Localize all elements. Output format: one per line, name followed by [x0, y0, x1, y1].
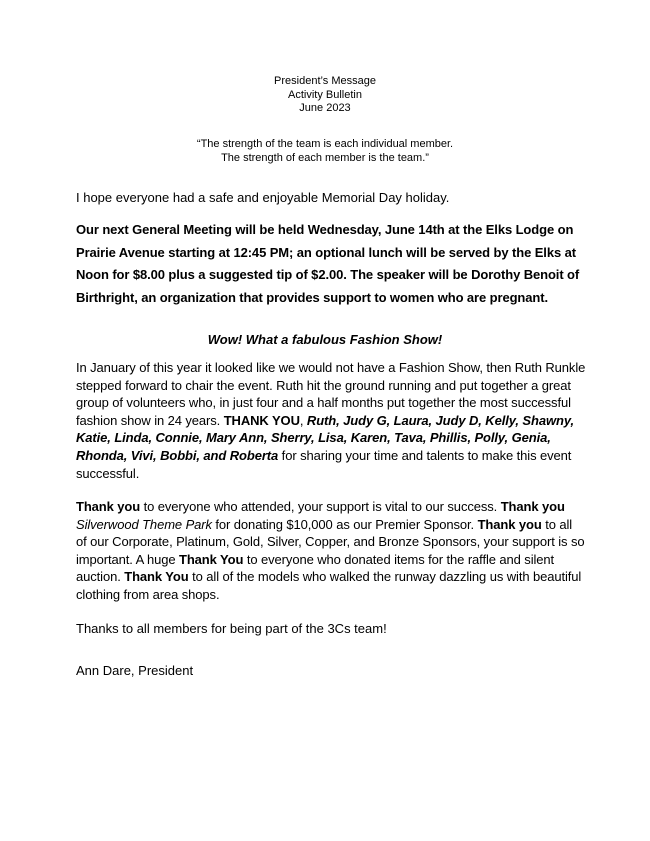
closing-paragraph: Thanks to all members for being part of the 3Cs team! [76, 621, 387, 636]
thanks-text: for donating $10,000 as our Premier Sponsor. [211, 516, 478, 532]
thanks-text: to everyone who attended, your support is vital to our success. [140, 499, 501, 514]
thanks-text: to everyone who donated items for the raffle and silent auction. [76, 551, 555, 585]
thank-you-emphasis: Thank you [500, 499, 565, 514]
thank-you-emphasis: Thank you [477, 516, 542, 532]
thank-you-emphasis: THANK YOU [223, 412, 300, 428]
thank-you-emphasis: Thank You [124, 569, 189, 585]
header-title: President’s Message [274, 75, 376, 87]
thanks-text: to all of our Corporate, Platinum, Gold, Silver, Copper, and Bronze Sponsors, your support is so important. A huge [76, 516, 585, 567]
fashion-show-paragraph [76, 359, 586, 482]
greeting-paragraph: I hope everyone had a safe and enjoyable Memorial Day holiday. [76, 190, 450, 205]
thank-you-emphasis: Thank you [76, 499, 141, 514]
separator-text: , [299, 412, 307, 428]
thank-you-emphasis: Thank You [179, 551, 244, 567]
quote-line-2: The strength of each member is the team.” [221, 151, 429, 164]
team-quote [0, 138, 650, 165]
volunteer-names: Ruth, Judy G, Laura, Judy D, Kelly, Shawny, Katie, Linda, Connie, Mary Ann, Sherry, Lisa, Karen, Tava, Phillis, Polly, Genia, Rhonda, Vivi, Bobbi, and Roberta [76, 412, 574, 463]
fashion-show-heading: Wow! What a fabulous Fashion Show! [207, 332, 443, 347]
thanks-text: to all of the models who walked the runway dazzling us with beautiful clothing from area shops. [76, 569, 582, 602]
header-subtitle: Activity Bulletin [288, 88, 362, 101]
meeting-notice-paragraph: Our next General Meeting will be held Wednesday, June 14th at the Elks Lodge on Prairie Avenue starting at 12:45 PM; an optional lunch will be served by the Elks at Noon for $8.00 plus a suggested tip of $2.00. The speaker will be Dorothy Benoit of Birthright, an organization that provides support to women who are pregnant. [76, 222, 580, 305]
fashion-outro-text: for sharing your time and talents to make this event successful. [76, 447, 572, 481]
document-header [0, 75, 650, 116]
signature: Ann Dare, President [76, 663, 194, 678]
header-date: June 2023 [299, 102, 351, 114]
quote-line-1: “The strength of the team is each individual member. [196, 138, 454, 150]
thanks-paragraph [76, 498, 586, 604]
fashion-intro-text: In January of this year it looked like we would not have a Fashion Show, then Ruth Runkle stepped forward to chair the event. Ruth hit the ground running and put together a great group of volunteers who, in just four and a half months put together the most successful fashion show in 24 years. [76, 360, 586, 428]
premier-sponsor-name: Silverwood Theme Park [76, 516, 212, 532]
